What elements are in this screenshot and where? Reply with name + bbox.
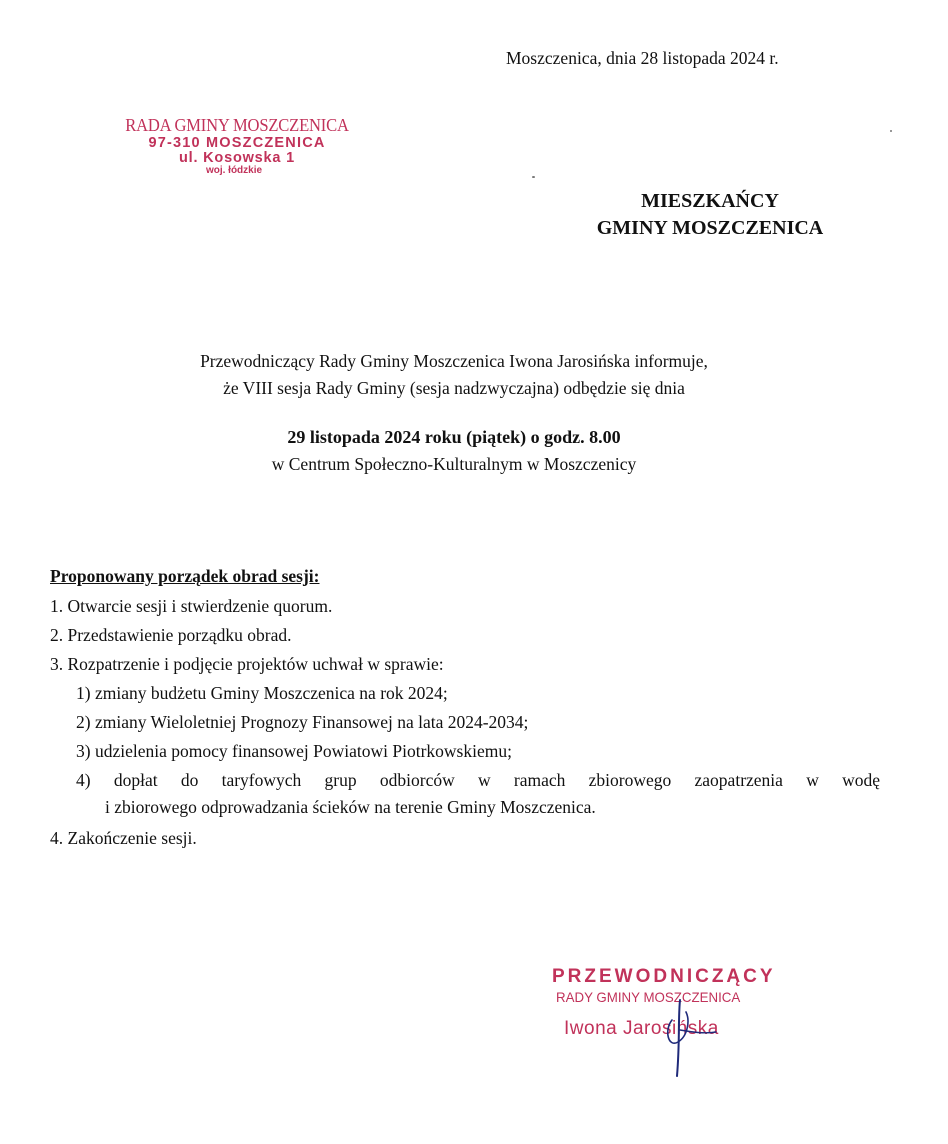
agenda-item-4: 4. Zakończenie sesji. [50, 828, 197, 848]
scan-speck [532, 176, 535, 178]
addressee-block [540, 188, 880, 242]
council-stamp-name: RADA GMINY MOSZCZENICA [125, 115, 349, 135]
council-stamp-voivodeship: woj. łódzkie [205, 165, 263, 177]
intro-line-2: że VIII sesja Rady Gminy (sesja nadzwyczajna) odbędzie się dnia [223, 378, 685, 398]
place-date: Moszczenica, dnia 28 listopada 2024 r. [506, 48, 779, 68]
agenda-subitem-4-continuation: i zbiorowego odprowadzania ścieków na terenie Gminy Moszczenica. [105, 797, 596, 817]
scan-speck [890, 130, 892, 132]
agenda-item-1: 1. Otwarcie sesji i stwierdzenie quorum. [50, 596, 333, 616]
chair-stamp-person: Iwona Jarosińska [564, 1018, 719, 1039]
council-stamp-street: ul. Kosowska 1 [179, 150, 295, 167]
session-datetime: 29 listopada 2024 roku (piątek) o godz. 8.00 [287, 427, 621, 447]
session-location: w Centrum Społeczno-Kulturalnym w Moszczenicy [271, 454, 637, 474]
intro-paragraph [0, 348, 908, 402]
council-stamp-postal: 97-310 MOSZCZENICA [148, 134, 326, 151]
agenda-subitem-1: 1) zmiany budżetu Gminy Moszczenica na rok 2024; [76, 683, 448, 703]
agenda-subitem-4: 4) dopłat do taryfowych grup odbiorców w ramach zbiorowego zaopatrzenia w wodę [76, 770, 880, 790]
council-stamp [92, 116, 382, 177]
addressee-line-2: GMINY MOSZCZENICA [596, 217, 824, 239]
agenda-item-3: 3. Rozpatrzenie i podjęcie projektów uchwał w sprawie: [50, 654, 444, 674]
handwritten-signature-icon [650, 990, 730, 1080]
chair-stamp-title: PRZEWODNICZĄCY [552, 966, 776, 987]
agenda-title: Proponowany porządek obrad sesji: [50, 566, 320, 586]
agenda-subitem-3: 3) udzielenia pomocy finansowej Powiatowi Piotrkowskiemu; [76, 741, 512, 761]
agenda-subitem-2: 2) zmiany Wieloletniej Prognozy Finansowej na lata 2024-2034; [76, 712, 529, 732]
agenda-list [50, 592, 880, 853]
agenda-item-2: 2. Przedstawienie porządku obrad. [50, 625, 292, 645]
session-details [0, 424, 908, 478]
intro-line-1: Przewodniczący Rady Gminy Moszczenica Iwona Jarosińska informuje, [200, 351, 708, 371]
chair-stamp-council: RADY GMINY MOSZCZENICA [556, 989, 741, 1005]
addressee-line-1: MIESZKAŃCY [641, 190, 779, 212]
